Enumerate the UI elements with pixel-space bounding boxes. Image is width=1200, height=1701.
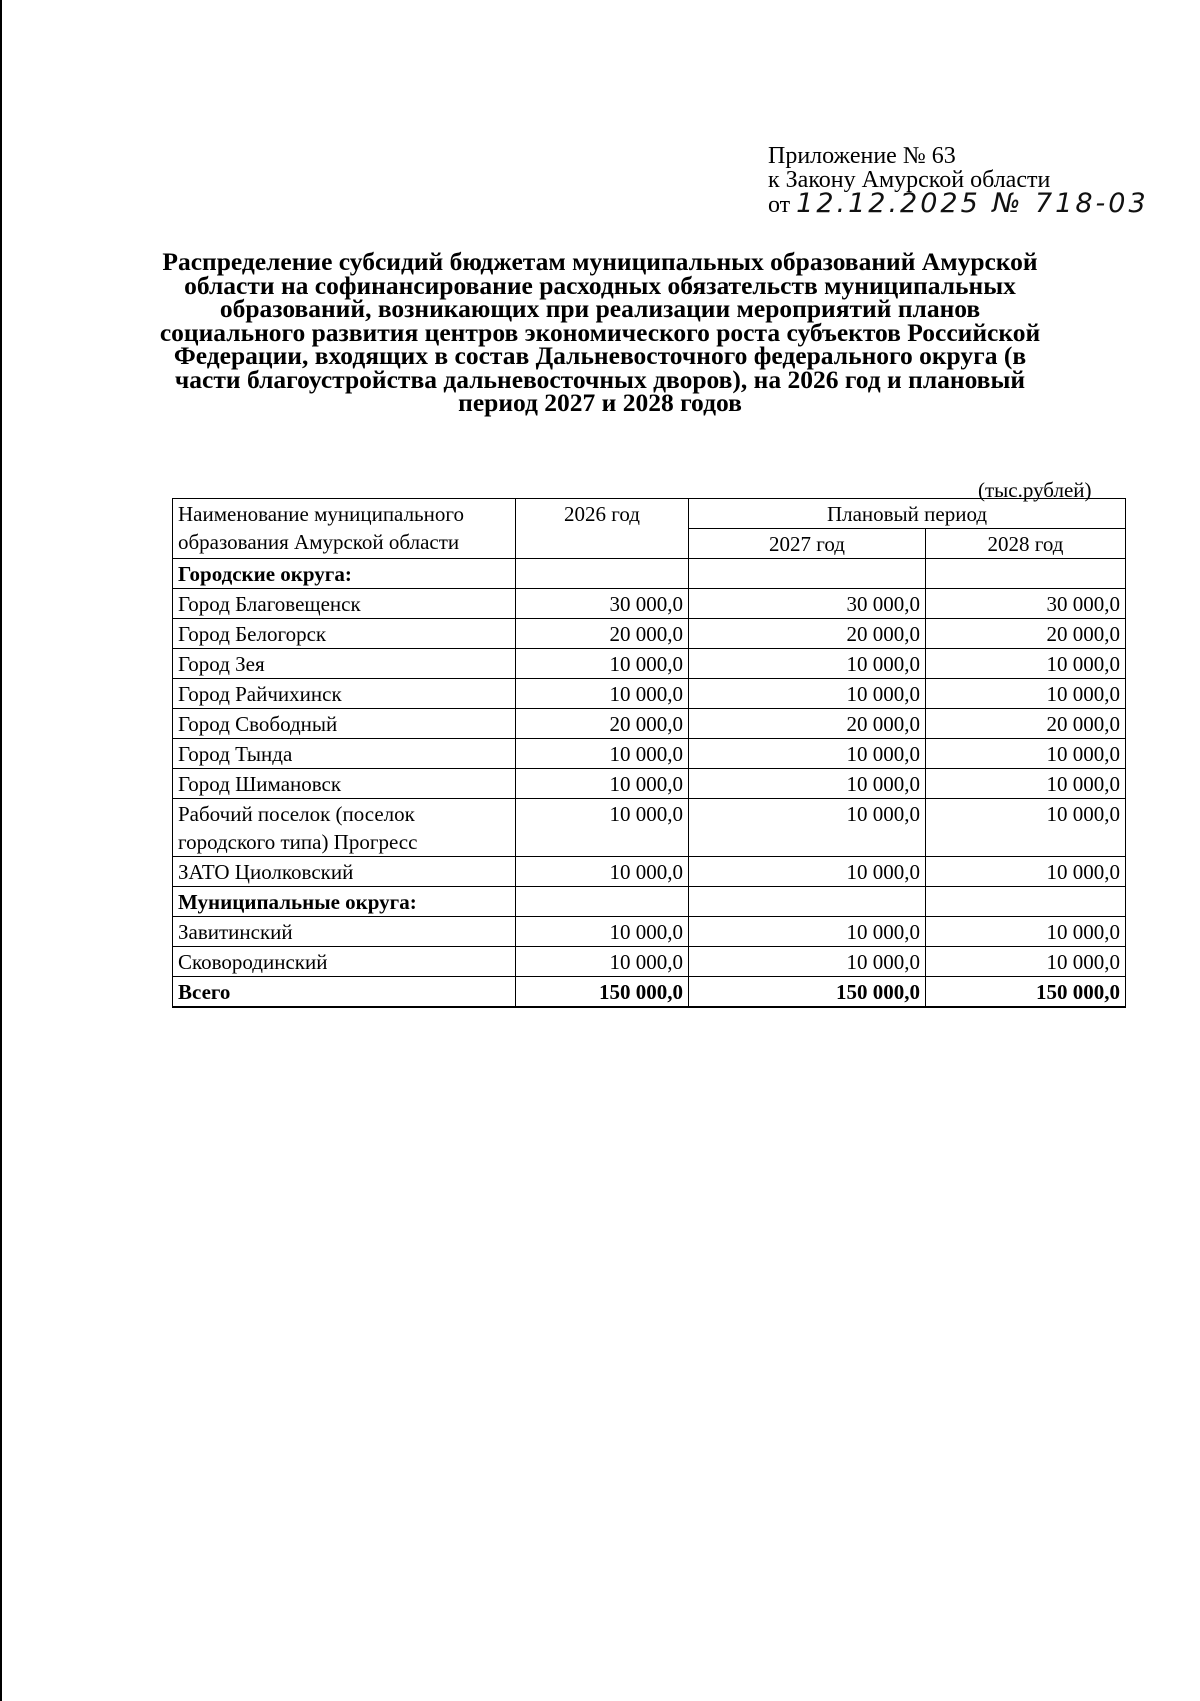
table-row — [173, 799, 1126, 857]
municipality-name: ЗАТО Циолковский — [173, 857, 516, 887]
annex-block — [768, 144, 1149, 217]
value-2028: 10 000,0 — [926, 769, 1126, 799]
value-2028: 10 000,0 — [926, 649, 1126, 679]
total-value-2028: 150 000,0 — [926, 977, 1126, 1008]
municipality-name: Сковородинский — [173, 947, 516, 977]
table-row — [173, 619, 1126, 649]
value-2026: 10 000,0 — [516, 857, 689, 887]
value-2027: 20 000,0 — [689, 619, 926, 649]
value-2026: 10 000,0 — [516, 917, 689, 947]
value-2028: 10 000,0 — [926, 857, 1126, 887]
table-row — [173, 917, 1126, 947]
municipality-name: Город Тында — [173, 739, 516, 769]
table-row — [173, 947, 1126, 977]
section-title: Городские округа: — [173, 559, 516, 589]
value-2027: 10 000,0 — [689, 769, 926, 799]
unit-label: (тыс.рублей) — [978, 478, 1092, 502]
annex-number: Приложение № 63 — [768, 143, 956, 169]
municipality-name: Город Благовещенск — [173, 589, 516, 619]
section-row — [173, 887, 1126, 917]
empty-cell — [689, 559, 926, 589]
handwritten-date-number: 12.12.2025 № 718-03 — [796, 188, 1149, 219]
municipality-name: Завитинский — [173, 917, 516, 947]
value-2028: 30 000,0 — [926, 589, 1126, 619]
value-2028: 10 000,0 — [926, 679, 1126, 709]
table-row — [173, 589, 1126, 619]
total-row — [173, 977, 1126, 1008]
annex-date-prefix: от — [768, 192, 791, 218]
value-2028: 10 000,0 — [926, 947, 1126, 977]
value-2027: 10 000,0 — [689, 799, 926, 857]
table-row — [173, 739, 1126, 769]
value-2028: 20 000,0 — [926, 709, 1126, 739]
table-body — [173, 559, 1126, 1008]
value-2026: 10 000,0 — [516, 769, 689, 799]
subsidy-table — [172, 498, 1126, 1008]
table-header-row — [173, 499, 1126, 529]
header-2027: 2027 год — [689, 529, 926, 559]
value-2027: 30 000,0 — [689, 589, 926, 619]
value-2026: 30 000,0 — [516, 589, 689, 619]
value-2026: 10 000,0 — [516, 947, 689, 977]
empty-cell — [516, 559, 689, 589]
document-title: Распределение субсидий бюджетам муниципальных образований Амурской области на софинансирование расходных обязательств муниципальных образований, возникающих при реализации мероприятий планов социального развития центров экономического роста субъектов Российской Федерации, входящих в состав Дальневосточного федерального округа (в части благоустройства дальневосточных дворов), на 2026 год и плановый период 2027 и 2028 годов — [159, 247, 1041, 417]
value-2027: 10 000,0 — [689, 917, 926, 947]
value-2026: 10 000,0 — [516, 799, 689, 857]
section-title: Муниципальные округа: — [173, 887, 516, 917]
annex-date-line — [768, 188, 1149, 219]
value-2027: 10 000,0 — [689, 857, 926, 887]
header-2026: 2026 год — [516, 499, 689, 559]
annex-law-reference: к Закону Амурской области — [768, 167, 1051, 193]
municipality-name: Город Райчихинск — [173, 679, 516, 709]
value-2028: 10 000,0 — [926, 917, 1126, 947]
value-2027: 10 000,0 — [689, 947, 926, 977]
value-2027: 20 000,0 — [689, 709, 926, 739]
empty-cell — [689, 887, 926, 917]
value-2026: 10 000,0 — [516, 739, 689, 769]
section-row — [173, 559, 1126, 589]
header-planned-period: Плановый период — [689, 499, 1126, 529]
table-row — [173, 679, 1126, 709]
empty-cell — [926, 887, 1126, 917]
value-2026: 10 000,0 — [516, 679, 689, 709]
total-value-2026: 150 000,0 — [516, 977, 689, 1008]
total-value-2027: 150 000,0 — [689, 977, 926, 1008]
scan-edge — [0, 0, 2, 1701]
municipality-name: Город Свободный — [173, 709, 516, 739]
value-2028: 10 000,0 — [926, 799, 1126, 857]
total-label: Всего — [173, 977, 516, 1008]
table-row — [173, 857, 1126, 887]
value-2027: 10 000,0 — [689, 679, 926, 709]
value-2026: 10 000,0 — [516, 649, 689, 679]
table-row — [173, 769, 1126, 799]
empty-cell — [516, 887, 689, 917]
municipality-name: Город Зея — [173, 649, 516, 679]
value-2028: 20 000,0 — [926, 619, 1126, 649]
value-2027: 10 000,0 — [689, 649, 926, 679]
header-2028: 2028 год — [926, 529, 1126, 559]
value-2028: 10 000,0 — [926, 739, 1126, 769]
value-2026: 20 000,0 — [516, 709, 689, 739]
municipality-name: Город Шимановск — [173, 769, 516, 799]
municipality-name: Город Белогорск — [173, 619, 516, 649]
value-2026: 20 000,0 — [516, 619, 689, 649]
value-2027: 10 000,0 — [689, 739, 926, 769]
municipality-name: Рабочий поселок (поселок городского типа) Прогресс — [173, 799, 516, 857]
header-name: Наименование муниципального образования Амурской области — [173, 499, 516, 559]
table-row — [173, 649, 1126, 679]
table-row — [173, 709, 1126, 739]
empty-cell — [926, 559, 1126, 589]
